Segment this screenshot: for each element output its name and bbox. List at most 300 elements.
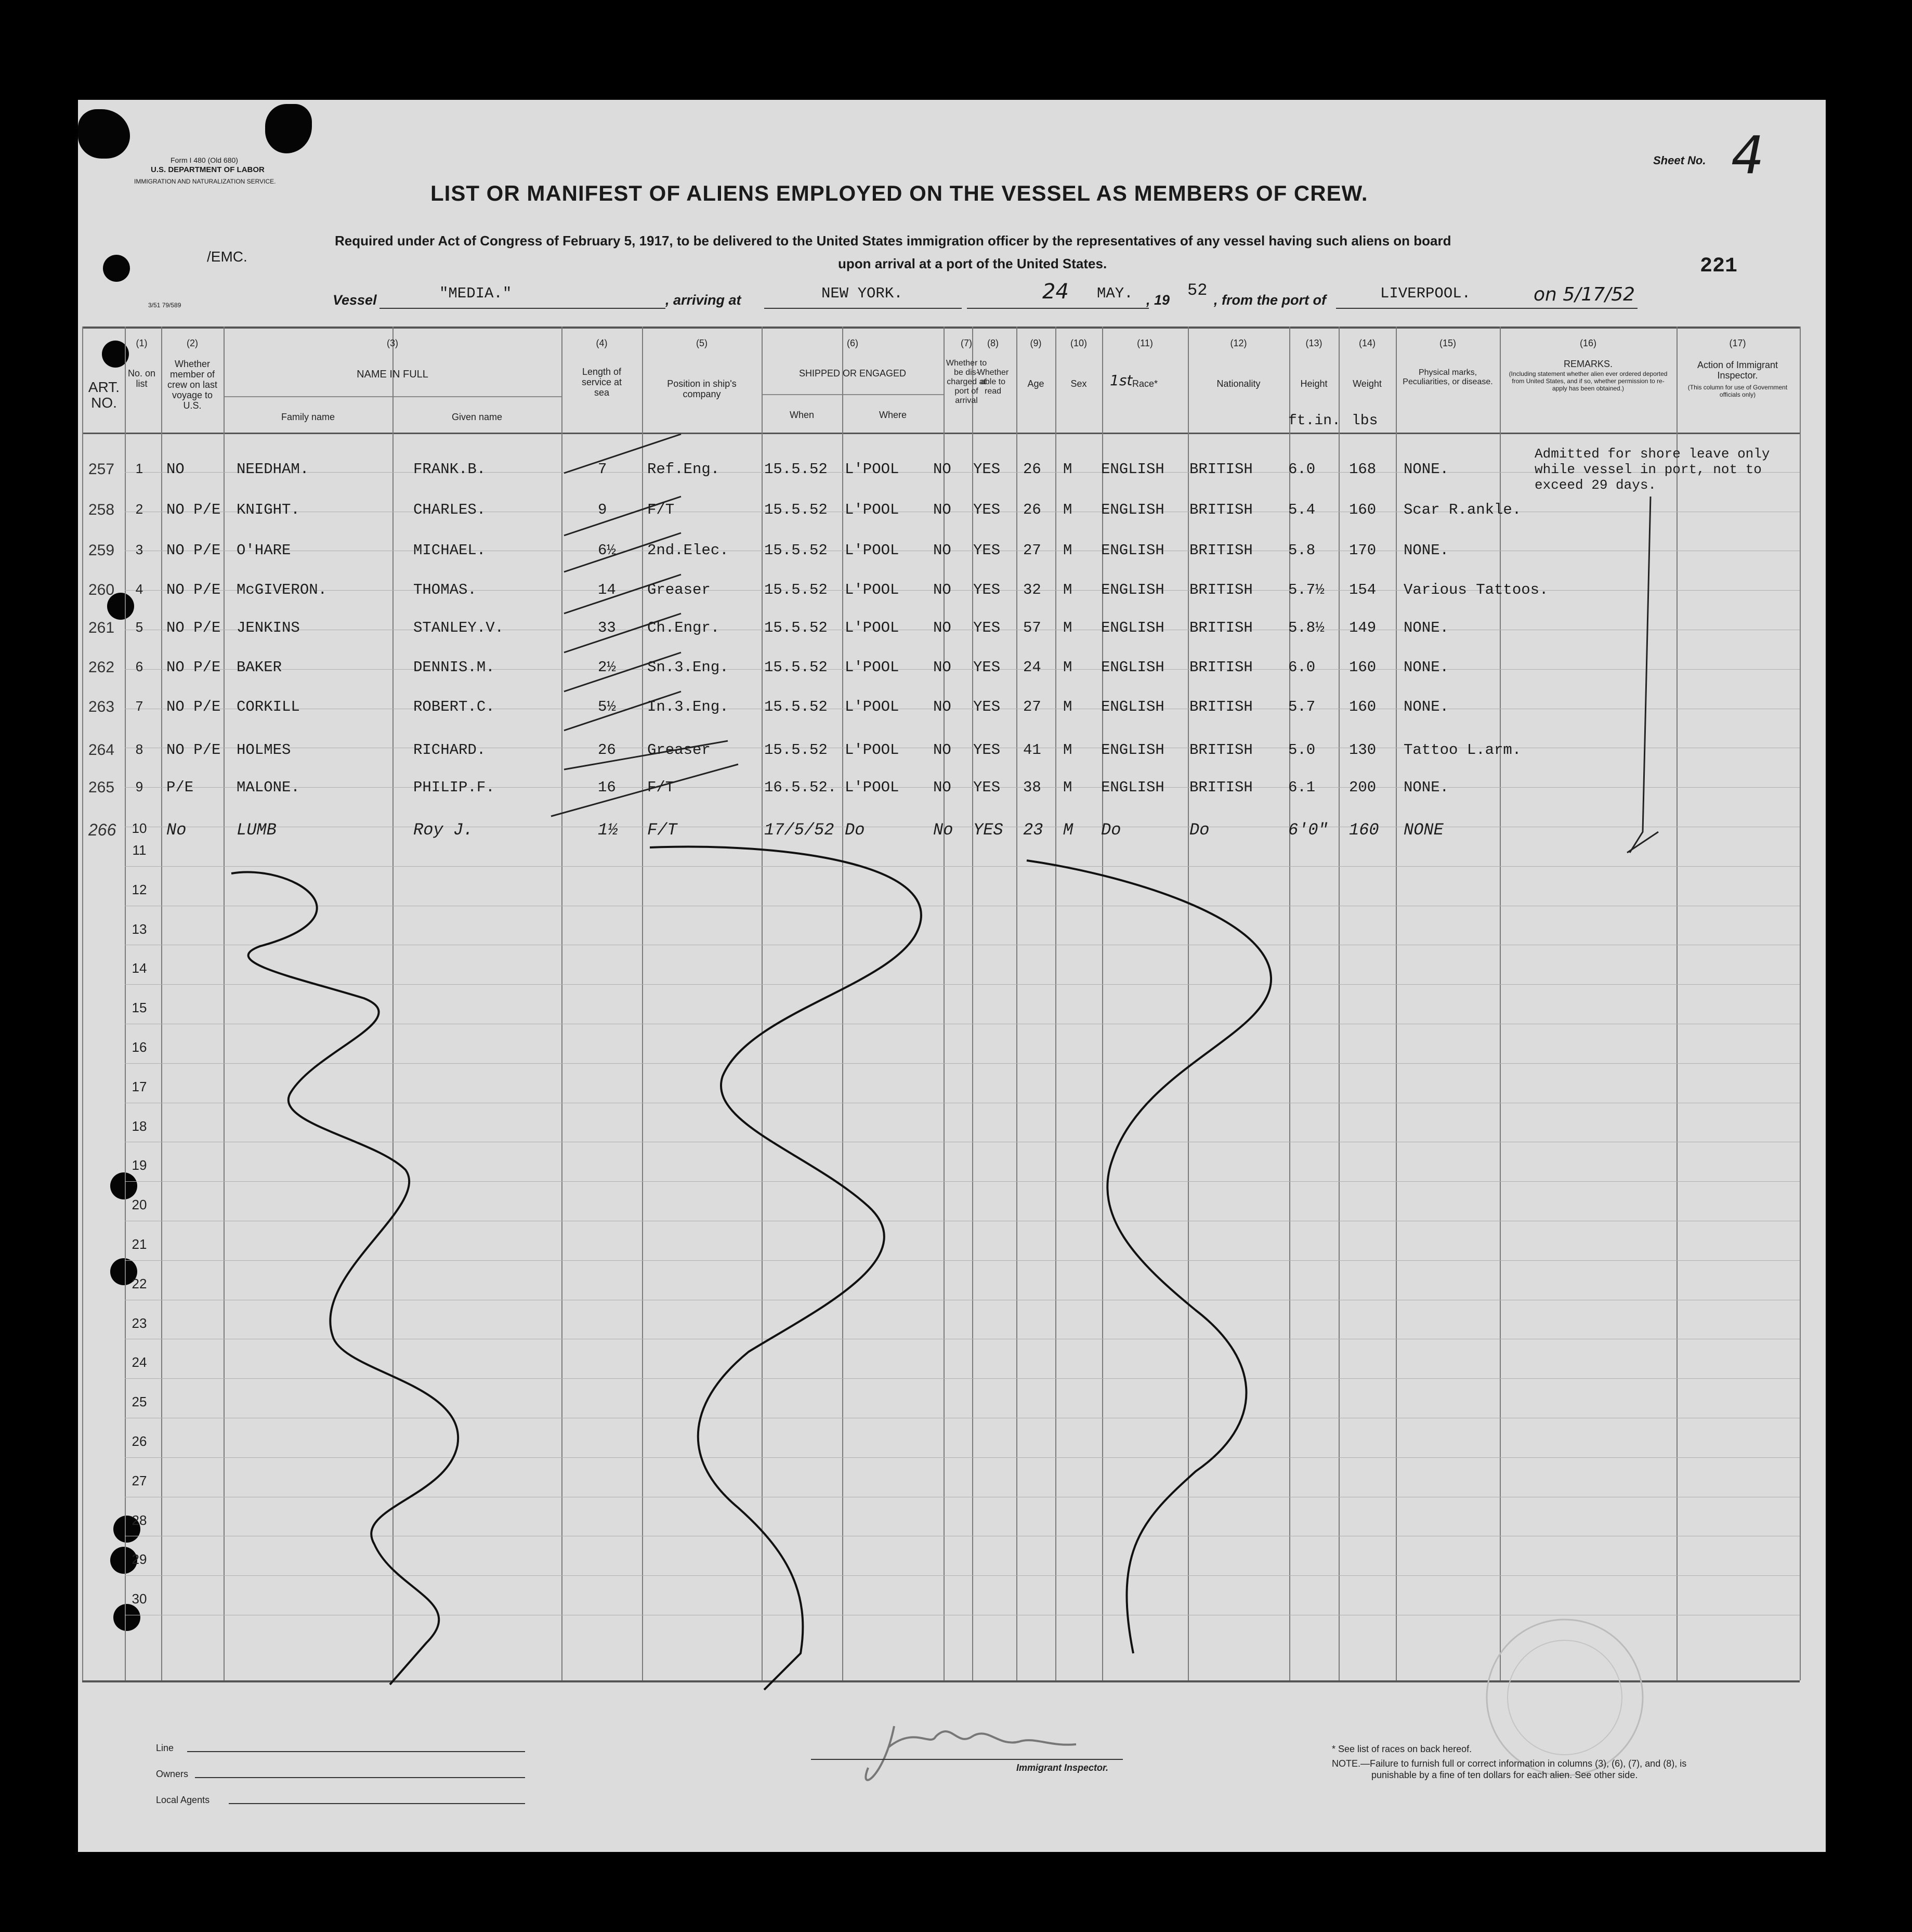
column-rule (944, 327, 945, 1680)
cell-marks: NONE. (1404, 698, 1449, 715)
col16-num: (16) (1579, 338, 1596, 348)
cell-family: KNIGHT. (237, 501, 300, 518)
cell-nationality: BRITISH (1189, 698, 1253, 715)
cell-no: 2 (135, 501, 143, 517)
cell-when: 15.5.52 (764, 581, 828, 598)
cell-nationality: BRITISH (1189, 779, 1253, 796)
arrival-day: 24 (1042, 280, 1069, 304)
cell-read: YES (973, 698, 1001, 715)
cell-sex: M (1063, 501, 1072, 518)
row-number: 26 (132, 1433, 147, 1449)
vessel-label: Vessel (333, 292, 377, 308)
cell-height: 5.7 (1288, 698, 1316, 715)
row-number: 24 (132, 1354, 147, 1370)
cell-marks: NONE. (1404, 779, 1449, 796)
cell-position: 2nd.Elec. (647, 542, 729, 559)
cell-no: 5 (135, 619, 143, 635)
cell-given: STANLEY.V. (413, 619, 504, 636)
col3-num: (3) (387, 338, 398, 348)
cell-service: 2½ (598, 659, 616, 676)
cell-when: 15.5.52 (764, 501, 828, 518)
from-label: , from the port of (1214, 292, 1326, 308)
line-label: Line (156, 1743, 174, 1753)
col5-num: (5) (696, 338, 708, 348)
cell-weight: 154 (1349, 581, 1377, 598)
cell-no: 10 (132, 820, 147, 836)
cell-where: L'POOL (845, 501, 899, 518)
cell-where: L'POOL (845, 659, 899, 676)
cell-race: ENGLISH (1101, 741, 1164, 759)
row-rule (125, 669, 1800, 670)
cell-position: Sn.3.Eng. (647, 659, 729, 676)
cell-sex: M (1063, 542, 1072, 559)
cell-service: 6½ (598, 542, 616, 559)
col7-head: Whether to be dis-charged at port of arrival (946, 359, 987, 405)
row-number: 25 (132, 1394, 147, 1409)
cell-art: 264 (88, 741, 115, 759)
table-bottom-rule (82, 1680, 1800, 1682)
cell-prev: No (166, 820, 187, 840)
cell-height: 6'0" (1288, 820, 1328, 840)
cell-when: 15.5.52 (764, 659, 828, 676)
cell-height: 5.8½ (1288, 619, 1325, 636)
cell-sex: M (1063, 698, 1072, 715)
cell-art: 259 (88, 542, 115, 559)
column-rule (392, 327, 394, 1680)
cell-when: 17/5/52 (764, 820, 834, 840)
cell-service: 7 (598, 461, 607, 478)
cell-no: 6 (135, 659, 143, 674)
cell-nationality: BRITISH (1189, 581, 1253, 598)
col3-head: NAME IN FULL (357, 369, 428, 380)
cell-discharged: NO (933, 461, 951, 478)
col6a-head: When (789, 410, 815, 420)
cell-service: 26 (598, 741, 616, 759)
cell-position: In.3.Eng. (647, 698, 729, 715)
column-rule (762, 327, 763, 1680)
cell-read: YES (973, 461, 1001, 478)
sheet-number: 4 (1731, 125, 1764, 186)
cell-position: Ch.Engr. (647, 619, 720, 636)
cell-where: L'POOL (845, 542, 899, 559)
subtitle-line1: Required under Act of Congress of February 5, 1917, to be delivered to the United States immigration officer by the representatives of any vessel having such aliens on board (335, 233, 1451, 249)
row-number: 16 (132, 1039, 147, 1055)
cell-age: 38 (1023, 779, 1041, 796)
col16-note: (Including statement whether alien ever ordered deported from United States, and if so, whether permission to re-apply has been obtained.) (1509, 370, 1668, 392)
cell-nationality: BRITISH (1189, 461, 1253, 478)
column-rule (972, 327, 973, 1680)
file-code: /EMC. (207, 249, 247, 265)
row-number: 20 (132, 1197, 147, 1212)
cell-race: ENGLISH (1101, 501, 1164, 518)
cell-discharged: NO (933, 619, 951, 636)
cell-marks: NONE. (1404, 619, 1449, 636)
cell-height: 6.1 (1288, 779, 1316, 796)
col4-head: Length of service at sea (581, 367, 622, 398)
cell-prev: NO P/E (166, 741, 221, 759)
cell-art: 263 (88, 698, 115, 715)
cell-given: FRANK.B. (413, 461, 486, 478)
stamp-number: 221 (1700, 255, 1738, 278)
cell-given: Roy J. (413, 820, 474, 840)
column-rule (1102, 327, 1103, 1680)
table-top-rule (82, 327, 1800, 329)
cell-discharged: No (933, 820, 953, 840)
col17-note: (This column for use of Government officials only) (1687, 384, 1788, 398)
cell-weight: 170 (1349, 542, 1377, 559)
vessel-underline (379, 308, 665, 309)
small-code: 3/51 79/589 (148, 302, 181, 309)
weight-unit: lbs (1352, 413, 1378, 429)
col11-num: (11) (1137, 338, 1153, 348)
cell-height: 5.0 (1288, 741, 1316, 759)
arrival-port: NEW YORK. (821, 285, 903, 302)
cell-when: 15.5.52 (764, 698, 828, 715)
row-number: 11 (132, 842, 147, 858)
cell-sex: M (1063, 581, 1072, 598)
cell-weight: 160 (1349, 659, 1377, 676)
cell-weight: 130 (1349, 741, 1377, 759)
owners-underline (195, 1777, 525, 1778)
column-rule (1800, 327, 1801, 1680)
col2-head: Whether member of crew on last voyage to U.S. (167, 359, 218, 411)
cell-nationality: Do (1189, 820, 1210, 840)
form-id: Form I 480 (Old 680) (171, 156, 238, 164)
cell-art: 262 (88, 659, 115, 676)
cell-race: ENGLISH (1101, 698, 1164, 715)
col1-head: No. on list (127, 368, 156, 389)
cell-age: 26 (1023, 501, 1041, 518)
column-rule (224, 327, 225, 1680)
cell-marks: NONE. (1404, 659, 1449, 676)
col15-head: Physical marks, Peculiarities, or disease. (1403, 368, 1493, 386)
cell-marks: NONE. (1404, 461, 1449, 478)
punch-hole (113, 1604, 140, 1631)
cell-weight: 160 (1349, 820, 1379, 840)
cell-weight: 149 (1349, 619, 1377, 636)
race-note: * See list of races on back hereof. (1332, 1744, 1472, 1754)
col10-head: Sex (1070, 378, 1087, 389)
col15-num: (15) (1439, 338, 1456, 348)
cell-age: 24 (1023, 659, 1041, 676)
cell-read: YES (973, 820, 1003, 840)
arrival-month: MAY. (1097, 285, 1133, 302)
cell-read: YES (973, 659, 1001, 676)
cell-given: CHARLES. (413, 501, 486, 518)
cell-race: Do (1101, 820, 1121, 840)
col14-head: Weight (1353, 378, 1382, 389)
cell-when: 15.5.52 (764, 741, 828, 759)
row-number: 29 (132, 1551, 147, 1567)
cell-prev: NO P/E (166, 542, 221, 559)
cell-when: 15.5.52 (764, 542, 828, 559)
from-underline (1336, 308, 1638, 309)
cell-art: 257 (88, 461, 115, 478)
row-rule (125, 1181, 1800, 1182)
col4-num: (4) (596, 338, 608, 348)
service: IMMIGRATION AND NATURALIZATION SERVICE. (134, 178, 276, 185)
cell-sex: M (1063, 779, 1072, 796)
row-number: 22 (132, 1276, 147, 1291)
cell-age: 27 (1023, 542, 1041, 559)
col1-num: (1) (136, 338, 148, 348)
col6-head: SHIPPED OR ENGAGED (798, 368, 907, 378)
cell-service: 1½ (598, 820, 618, 840)
cell-art: 265 (88, 779, 115, 796)
cell-weight: 200 (1349, 779, 1377, 796)
cell-prev: NO P/E (166, 698, 221, 715)
cell-given: DENNIS.M. (413, 659, 495, 676)
cell-family: LUMB (237, 820, 277, 840)
row-rule (125, 984, 1800, 985)
column-rule (1339, 327, 1340, 1680)
column-rule (561, 327, 562, 1680)
row-rule (125, 787, 1800, 788)
cell-age: 27 (1023, 698, 1041, 715)
row-number: 23 (132, 1315, 147, 1331)
port-underline (764, 308, 962, 309)
cell-given: THOMAS. (413, 581, 477, 598)
cell-where: L'POOL (845, 698, 899, 715)
column-rule (1055, 327, 1056, 1680)
cell-no: 1 (135, 461, 143, 476)
cell-age: 57 (1023, 619, 1041, 636)
col2-num: (2) (187, 338, 198, 348)
column-rule (842, 327, 843, 1680)
col7-num: (7) (961, 338, 972, 348)
row-rule (125, 1378, 1800, 1379)
cell-given: MICHAEL. (413, 542, 486, 559)
column-rule (1016, 327, 1017, 1680)
cell-prev: NO (166, 461, 185, 478)
col8-head: Whether able to read (977, 368, 1009, 396)
row-rule (125, 1260, 1800, 1261)
cell-where: L'POOL (845, 581, 899, 598)
cell-discharged: NO (933, 659, 951, 676)
arrival-year: 52 (1187, 281, 1208, 300)
row-number: 13 (132, 921, 147, 937)
column-rule (1500, 327, 1501, 1680)
subtitle-line2: upon arrival at a port of the United States. (838, 256, 1107, 271)
cell-race: ENGLISH (1101, 659, 1164, 676)
cell-service: 5½ (598, 698, 616, 715)
cell-discharged: NO (933, 698, 951, 715)
remarks-note-line: exceed 29 days. (1535, 477, 1657, 493)
cell-family: McGIVERON. (237, 581, 328, 598)
row-number: 27 (132, 1473, 147, 1489)
row-number: 14 (132, 960, 147, 976)
cell-age: 23 (1023, 820, 1043, 840)
cell-age: 26 (1023, 461, 1041, 478)
vessel-name: "MEDIA." (439, 285, 512, 302)
col6-num: (6) (847, 338, 858, 348)
cell-race: ENGLISH (1101, 779, 1164, 796)
cell-weight: 168 (1349, 461, 1377, 478)
cell-height: 6.0 (1288, 461, 1316, 478)
row-rule (125, 1063, 1800, 1064)
row-number: 19 (132, 1157, 147, 1173)
cell-given: ROBERT.C. (413, 698, 495, 715)
cell-given: PHILIP.F. (413, 779, 495, 796)
line-underline (187, 1751, 525, 1752)
row-number: 28 (132, 1512, 147, 1528)
cell-family: O'HARE (237, 542, 291, 559)
column-rule (82, 327, 83, 1680)
col14-num: (14) (1358, 338, 1376, 348)
cell-position: Greaser (647, 581, 711, 598)
row-number: 21 (132, 1236, 147, 1252)
cell-service: 16 (598, 779, 616, 796)
cell-service: 33 (598, 619, 616, 636)
cell-position: F/T (647, 501, 675, 518)
cell-service: 9 (598, 501, 607, 518)
cell-where: L'POOL (845, 741, 899, 759)
cell-no: 7 (135, 698, 143, 714)
cell-marks: Tattoo L.arm. (1404, 741, 1522, 759)
punch-hole (110, 1172, 137, 1199)
cell-family: CORKILL (237, 698, 300, 715)
note-line2: punishable by a fine of ten dollars for each alien. See other side. (1371, 1770, 1638, 1780)
inspector-underline (811, 1759, 1123, 1760)
col17-head: Action of Immigrant Inspector. (1697, 360, 1778, 381)
cell-read: YES (973, 619, 1001, 636)
cell-art: 266 (88, 820, 116, 839)
col9-num: (9) (1030, 338, 1042, 348)
department: U.S. DEPARTMENT OF LABOR (151, 165, 265, 174)
column-rule (1396, 327, 1397, 1680)
height-unit: ft.in. (1288, 413, 1341, 429)
cell-art: 260 (88, 581, 115, 598)
cell-read: YES (973, 741, 1001, 759)
cell-family: HOLMES (237, 741, 291, 759)
column-rule (1677, 327, 1678, 1680)
col10-num: (10) (1070, 338, 1087, 348)
cell-discharged: NO (933, 581, 951, 598)
col13-head: Height (1300, 378, 1328, 389)
cell-prev: NO P/E (166, 619, 221, 636)
col9-head: Age (1027, 378, 1044, 389)
row-number: 12 (132, 882, 147, 897)
cell-where: L'POOL (845, 619, 899, 636)
cell-nationality: BRITISH (1189, 741, 1253, 759)
cell-marks: Scar R.ankle. (1404, 501, 1522, 518)
header-bottom-rule (82, 433, 1800, 434)
cell-prev: NO P/E (166, 581, 221, 598)
cell-when: 16.5.52. (764, 779, 837, 796)
cell-position: F/T (647, 779, 675, 796)
cell-marks: Various Tattoos. (1404, 581, 1549, 598)
column-rule (1188, 327, 1189, 1680)
note-line1: NOTE.—Failure to furnish full or correct information in columns (3), (6), (7), and (8), is (1332, 1758, 1687, 1769)
cell-family: MALONE. (237, 779, 300, 796)
col6b-head: Where (879, 410, 907, 420)
cell-service: 14 (598, 581, 616, 598)
cell-race: ENGLISH (1101, 619, 1164, 636)
cell-read: YES (973, 501, 1001, 518)
cell-nationality: BRITISH (1189, 542, 1253, 559)
col13-num: (13) (1305, 338, 1322, 348)
cell-weight: 160 (1349, 501, 1377, 518)
cell-where: L'POOL (845, 779, 899, 796)
cell-marks: NONE (1404, 820, 1444, 840)
cell-prev: P/E (166, 779, 194, 796)
col12-head: Nationality (1216, 378, 1261, 389)
cell-given: RICHARD. (413, 741, 486, 759)
cell-when: 15.5.52 (764, 461, 828, 478)
row-rule (125, 1457, 1800, 1458)
cell-no: 8 (135, 741, 143, 757)
col3b-head: Given name (451, 412, 503, 422)
col-art-no: ART. NO. (88, 379, 120, 411)
row-rule (125, 1575, 1800, 1576)
cell-discharged: NO (933, 779, 951, 796)
col16-head: REMARKS. (1563, 359, 1613, 369)
cell-prev: NO P/E (166, 659, 221, 676)
race-mark: 1st (1110, 372, 1133, 389)
cell-weight: 160 (1349, 698, 1377, 715)
handwritten-date: on 5/17/52 (1534, 284, 1635, 305)
cell-no: 9 (135, 779, 143, 794)
cell-nationality: BRITISH (1189, 619, 1253, 636)
cell-race: ENGLISH (1101, 581, 1164, 598)
cell-discharged: NO (933, 542, 951, 559)
cell-when: 15.5.52 (764, 619, 828, 636)
cell-sex: M (1063, 741, 1072, 759)
col17-num: (17) (1729, 338, 1746, 348)
cell-discharged: NO (933, 741, 951, 759)
row-rule (125, 866, 1800, 867)
cell-where: L'POOL (845, 461, 899, 478)
cell-sex: M (1063, 820, 1073, 840)
cell-sex: M (1063, 619, 1072, 636)
year-prefix: , 19 (1146, 292, 1170, 308)
punch-hole (103, 255, 130, 282)
cell-art: 258 (88, 501, 115, 518)
cell-nationality: BRITISH (1189, 501, 1253, 518)
date-underline (967, 308, 1149, 309)
row-number: 15 (132, 1000, 147, 1015)
inspector-label: Immigrant Inspector. (1016, 1763, 1109, 1773)
col8-num: (8) (987, 338, 999, 348)
cell-read: YES (973, 779, 1001, 796)
col5-head: Position in ship's company (667, 378, 737, 399)
sheet-label: Sheet No. (1653, 154, 1706, 167)
cell-marks: NONE. (1404, 542, 1449, 559)
cell-family: BAKER (237, 659, 282, 676)
column-rule (1289, 327, 1290, 1680)
remarks-note-line: while vessel in port, not to (1535, 462, 1762, 477)
col3a-head: Family name (281, 412, 335, 422)
cell-height: 5.8 (1288, 542, 1316, 559)
cell-art: 261 (88, 619, 115, 636)
cell-read: YES (973, 542, 1001, 559)
cell-position: Ref.Eng. (647, 461, 720, 478)
cell-no: 4 (135, 581, 143, 597)
owners-label: Owners (156, 1769, 189, 1779)
row-number: 17 (132, 1079, 147, 1094)
remarks-note-line: Admitted for shore leave only (1535, 446, 1770, 462)
cell-read: YES (973, 581, 1001, 598)
cell-family: NEEDHAM. (237, 461, 309, 478)
col11-head: Race* (1132, 378, 1158, 389)
cell-sex: M (1063, 659, 1072, 676)
agents-label: Local Agents (156, 1795, 210, 1805)
from-port: LIVERPOOL. (1380, 285, 1471, 302)
agents-underline (229, 1803, 525, 1804)
column-rule (642, 327, 643, 1680)
cell-prev: NO P/E (166, 501, 221, 518)
row-number: 18 (132, 1118, 147, 1134)
